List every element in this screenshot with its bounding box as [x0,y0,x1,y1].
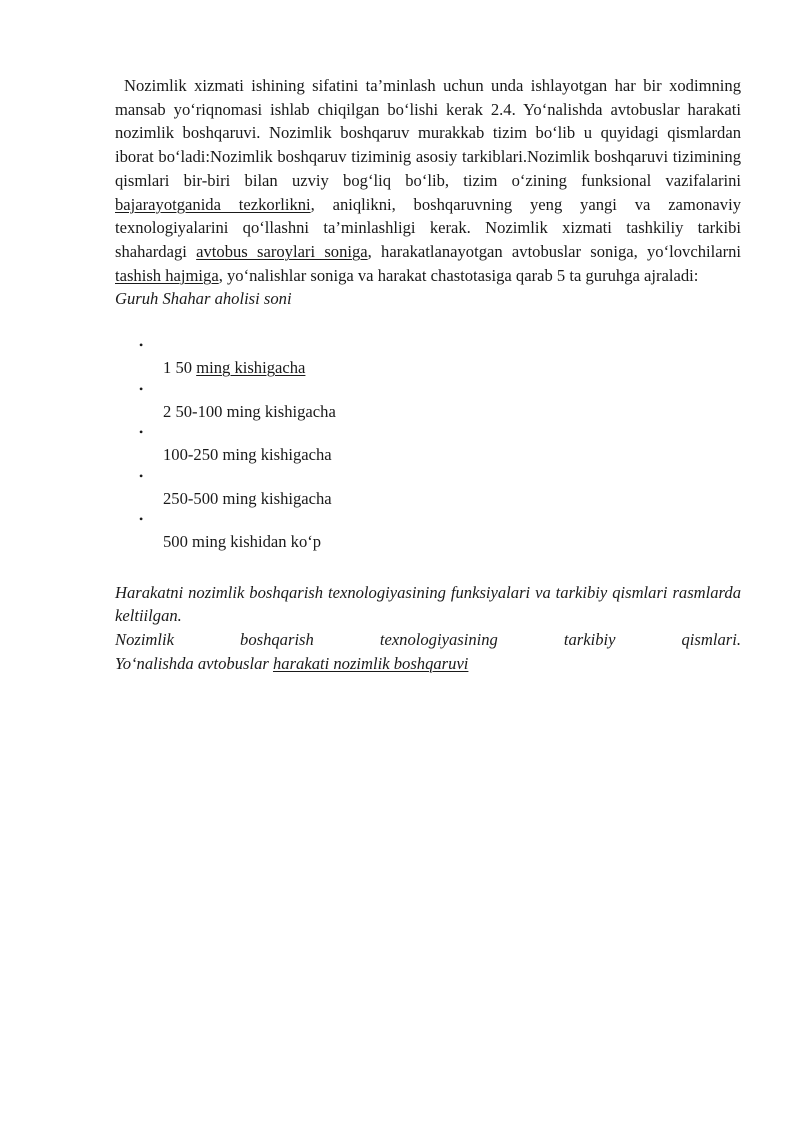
list-item-text: 500 ming kishidan ko‘p [163,532,322,552]
list-item-text: 100-250 ming kishigacha [163,445,332,465]
list-item [115,511,741,555]
bullet-icon: • [139,381,144,396]
closing-line-1: Harakatni nozimlik boshqarish texnologiyasining funksiyalari va tarkibiy qismlari rasmlarda keltiilgan. [115,582,741,626]
link-avtobus-saroylari-soniga[interactable]: avtobus saroylari soniga [196,241,368,261]
closing-line-2: Nozimlik boshqarish texnologiyasining tarkibiy qismlari. [115,629,741,649]
list-item [115,468,741,512]
list-item-text: 1 50 [163,358,197,378]
link-bajarayotganida-tezkorlikni[interactable]: bajarayotganida tezkorlikni [115,194,311,214]
population-list [115,337,741,555]
link-ming-kishigacha[interactable]: ming kishigacha [196,358,306,378]
link-tashish-hajmiga[interactable]: tashish hajmiga [115,265,219,285]
bullet-icon: • [139,425,144,440]
list-item [115,337,741,381]
list-item-text: 250-500 ming kishigacha [163,488,332,508]
intro-text-3: , harakatlanayotgan avtobuslar soniga, yo‘lovchilarni [367,241,742,261]
list-item [115,424,741,468]
bullet-icon: • [139,512,144,527]
group-heading: Guruh Shahar aholisi soni [115,289,292,309]
link-harakati-nozimlik-boshqaruvi[interactable]: harakati nozimlik boshqaruvi [272,653,469,673]
intro-text-1: Nozimlik xizmati ishining sifatini ta’minlash uchun unda ishlayotgan har bir xodimning mansab yo‘riqnomasi ishlab chiqilgan bo‘lishi kerak 2.4. Yo‘nalishda avtobuslar harakati nozimlik boshqaruvi. Nozimlik boshqaruv murakkab tizim bo‘lib u quyidagi qismlardan iborat bo‘ladi:Nozimlik boshqaruv tiziminig asosiy tarkiblari.Nozimlik boshqaruvi tizimining qismlari bir-biri bilan uzviy bog‘liq bo‘lib, tizim o‘zining funksional vazifalarini [115,76,741,190]
intro-text-2: , aniqlikni, boshqaruvning yeng yangi va zamonaviy texnologiyalarini qo‘llashni ta’minlashligi kerak. Nozimlik xizmati tashkiliy tarkibi shahardagi [115,194,741,261]
bullet-icon: • [139,338,144,353]
closing-line-3 [115,652,741,676]
closing-paragraph [115,581,741,676]
closing-line-3-text: Yo‘nalishda avtobuslar [115,653,273,673]
intro-paragraph [115,74,741,311]
list-item [115,381,741,425]
intro-text-4: , yo‘nalishlar soniga va harakat chastotasiga qarab 5 ta guruhga ajraladi: [218,265,699,285]
bullet-icon: • [139,468,144,483]
document-page [115,74,741,675]
list-item-text: 2 50-100 ming kishigacha [163,401,336,421]
